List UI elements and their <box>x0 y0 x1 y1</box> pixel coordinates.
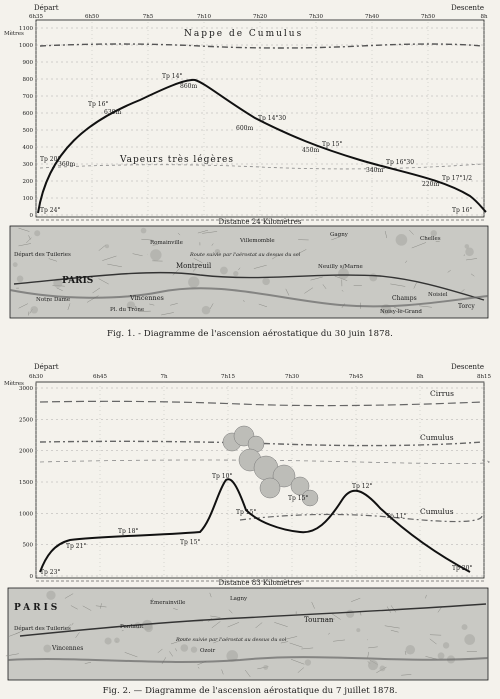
fig1-place: Romainville <box>150 240 183 246</box>
g1-time-label: 7h5 <box>142 14 154 20</box>
fig1-vapour-layer <box>40 164 482 169</box>
fig1-time-labels <box>29 14 488 20</box>
g2-time-label: 7h30 <box>284 374 300 380</box>
g1-time-label: 6h50 <box>84 14 100 20</box>
g2-time-label: 8h <box>416 374 424 380</box>
fig2-temp-label: Tp 11° <box>386 513 407 520</box>
g2-y-tick-label: 2500 <box>19 417 33 424</box>
fig2-temp-label: Tp 10° <box>212 473 233 480</box>
map-wood-mark <box>220 267 228 275</box>
map-wood-mark <box>346 610 354 618</box>
fig2-temp-label: Tp 15° <box>236 509 257 516</box>
figure-2 <box>0 360 500 699</box>
fig2-place: Tournan <box>304 616 334 624</box>
fig1-temp-label: Tp 14° <box>162 73 183 80</box>
g1-y-tick-label: 200 <box>22 179 33 185</box>
fig2-place-paris: PARIS <box>14 603 61 613</box>
fig1-temp-label: Tp 16°30 <box>386 159 415 166</box>
map-wood-mark <box>34 230 40 236</box>
g2-y-tick-label: 2000 <box>19 448 33 455</box>
g1-y-tick-label: 1100 <box>19 26 33 32</box>
fig1-flight-path <box>38 80 486 213</box>
map-wood-mark <box>141 228 147 234</box>
g1-time-label: 7h10 <box>196 14 212 20</box>
fig2-place: Lagny <box>230 596 248 602</box>
g2-time-label: 6h45 <box>92 374 108 380</box>
fig1-temp-label: Tp 24° <box>40 207 61 214</box>
fig2-cloud-label-cirrus: Cirrus <box>430 389 454 398</box>
g2-time-label: 7h15 <box>220 374 236 380</box>
map-wood-mark <box>191 646 197 652</box>
fig1-caption: Fig. 1. - Diagramme de l'ascension aérostatique du 30 juin 1878. <box>107 329 393 339</box>
g2-y-tick-label: 1000 <box>19 511 33 518</box>
map-wood-mark <box>105 244 109 248</box>
fig1-cloud-label-vapeurs: Vapeurs très légères <box>120 155 234 165</box>
fig2-temp-label: Tp 15° <box>288 495 309 502</box>
fig1-place: Noisy-le-Grand <box>380 309 422 315</box>
g1-time-label: 7h30 <box>308 14 324 20</box>
g1-time-label: 8h <box>480 14 488 20</box>
fig1-place: Champs <box>392 295 417 302</box>
fig1-temp-label: Tp 20° <box>40 156 61 163</box>
fig1-place-paris: PARIS <box>62 276 94 286</box>
map-wood-mark <box>46 591 55 600</box>
fig1-temp-label: Tp 15° <box>322 141 343 148</box>
map-wood-mark <box>380 665 386 671</box>
map-wood-mark <box>188 276 199 287</box>
g1-y-tick-label: 400 <box>22 145 33 151</box>
fig2-temp-label: Tp 18° <box>118 528 139 535</box>
fig1-unit-label: Mètres <box>4 31 24 37</box>
fig2-place: Départ des Tuileries <box>14 626 71 632</box>
fig1-altitude-label: 340m <box>366 167 384 174</box>
map-wood-mark <box>406 645 415 654</box>
g1-y-tick-label: 500 <box>22 128 33 134</box>
fig1-place: Villemomble <box>240 238 275 244</box>
g2-y-tick-label: 0 <box>29 574 33 580</box>
g1-y-tick-label: 700 <box>22 94 33 100</box>
g2-y-tick-label: 500 <box>22 542 33 549</box>
map-wood-mark <box>462 624 468 630</box>
map-wood-mark <box>263 665 268 670</box>
fig1-y-ticks <box>19 26 34 219</box>
map-wood-mark <box>17 275 24 282</box>
map-wood-mark <box>181 644 189 652</box>
fig2-temp-label: Tp 12° <box>352 483 373 490</box>
map-wood-mark <box>438 652 445 659</box>
g1-y-tick-label: 100 <box>22 196 33 202</box>
fig2-depart-label: Départ <box>34 363 59 371</box>
fig2-map <box>8 588 488 680</box>
g2-time-label: 6h30 <box>28 374 44 380</box>
fig1-place: Neuilly s/Marne <box>318 264 363 270</box>
map-wood-mark <box>464 634 475 645</box>
fig1-temp-label: Tp 16° <box>88 101 109 108</box>
fig2-descente-label: Descente <box>451 363 484 371</box>
fig1-place: Montreuil <box>176 262 212 270</box>
g1-time-label: 7h20 <box>252 14 268 20</box>
fig1-cumulus-layer <box>40 44 482 48</box>
fig1-temp-label: Tp 14°30 <box>258 115 287 122</box>
fig1-altitude-label: 600m <box>236 125 254 132</box>
fig2-unit-label: Mètres <box>4 381 24 387</box>
fig2-caption: Fig. 2. — Diagramme de l'ascension aérostatique du 7 juillet 1878. <box>102 686 398 696</box>
map-wood-mark <box>43 645 51 653</box>
fig2-place: Vincennes <box>52 645 84 652</box>
fig1-altitude-label: 450m <box>302 147 320 154</box>
fig2-cirrus-layer <box>40 401 482 405</box>
fig2-temp-label: Tp 23° <box>40 569 61 576</box>
fig2-temp-label: Tp 20° <box>452 565 473 572</box>
map-wood-mark <box>443 642 449 648</box>
fig2-place: Émerainville <box>150 600 186 606</box>
fig1-altitude-label: 220m <box>422 181 440 188</box>
fig2-chart-frame <box>36 382 484 578</box>
map-wood-mark <box>262 278 270 286</box>
fig1-descente-label: Descente <box>451 4 484 12</box>
g1-y-tick-label: 800 <box>22 77 33 83</box>
map-wood-mark <box>150 249 161 260</box>
g1-y-tick-label: 1000 <box>19 43 33 49</box>
fig2-gridlines <box>36 382 484 576</box>
fig1-place: Gagny <box>330 232 348 238</box>
map-wood-mark <box>465 244 470 249</box>
g1-y-tick-label: 900 <box>22 60 33 66</box>
fig1-depart-label: Départ <box>34 4 59 12</box>
fig1-temp-label: Tp 16° <box>452 207 473 214</box>
fig2-y-ticks <box>19 386 34 580</box>
fig2-temp-label: Tp 15° <box>180 539 201 546</box>
map-wood-mark <box>202 306 211 315</box>
fig2-time-labels <box>29 374 492 380</box>
g1-time-label: 6h35 <box>28 14 44 20</box>
g1-time-label: 7h50 <box>420 14 436 20</box>
fig1-place: Torcy <box>458 303 475 310</box>
g2-y-tick-label: 1500 <box>19 480 33 486</box>
map-wood-mark <box>31 306 38 313</box>
g1-y-tick-label: 300 <box>22 162 33 168</box>
fig1-temp-label: Tp 17°1/2 <box>442 175 473 182</box>
g1-y-tick-label: 600 <box>22 111 33 117</box>
fig1-distance-label: Distance 24 Kilomètres <box>218 218 302 226</box>
fig1-altitude-label: 360m <box>58 161 76 168</box>
fig1-place: Départ des Tuileries <box>14 252 71 258</box>
g2-time-label: 8h15 <box>476 374 492 380</box>
g2-time-label: 7h45 <box>348 374 364 380</box>
fig1-place: Notre Dame <box>36 297 71 303</box>
fig1-place: Noisiel <box>428 292 448 298</box>
fig1-place: Vincennes <box>130 294 164 302</box>
fig2-place: Ozoir <box>200 648 216 654</box>
fig2-place: Pontault <box>120 624 144 630</box>
g1-y-tick-label: 0 <box>29 213 33 219</box>
g2-time-label: 7h <box>160 374 168 380</box>
fig2-flight-path <box>40 479 473 572</box>
fig2-cloud-mass <box>223 426 318 506</box>
fig1-cloud-label-cumulus: Nappe de Cumulus <box>184 29 304 39</box>
map-wood-mark <box>356 628 360 632</box>
map-wood-mark <box>13 262 18 267</box>
fig2-route-label: Route suivie par l'aérostat au dessus du sol <box>176 637 287 643</box>
fig2-distance-label: Distance 83 Kilomètres <box>218 579 302 587</box>
fig2-cloud-label-cumulus: Cumulus <box>420 433 454 442</box>
map-wood-mark <box>114 638 120 644</box>
fig2-temp-label: Tp 21° <box>66 543 87 550</box>
fig1-altitude-label: 630m <box>104 109 122 116</box>
fig2-cloud-label-cumulus-low: Cumulus <box>420 507 454 516</box>
map-wood-mark <box>233 271 238 276</box>
map-wood-mark <box>368 660 378 670</box>
figure-2-diagram <box>0 360 500 699</box>
fig1-route-label: Route suivie par l'aérostat au dessus du sol <box>190 252 301 258</box>
fig1-place: Pl. du Trône <box>110 307 145 313</box>
map-wood-mark <box>369 273 377 281</box>
map-wood-mark <box>465 248 474 257</box>
fig1-altitude-label: 860m <box>180 83 198 90</box>
g2-y-tick-label: 3000 <box>19 386 33 392</box>
fig1-place: Chelles <box>420 236 441 242</box>
map-wood-mark <box>396 234 408 246</box>
map-wood-mark <box>305 659 311 665</box>
g1-time-label: 7h40 <box>364 14 380 20</box>
map-wood-mark <box>105 637 112 644</box>
